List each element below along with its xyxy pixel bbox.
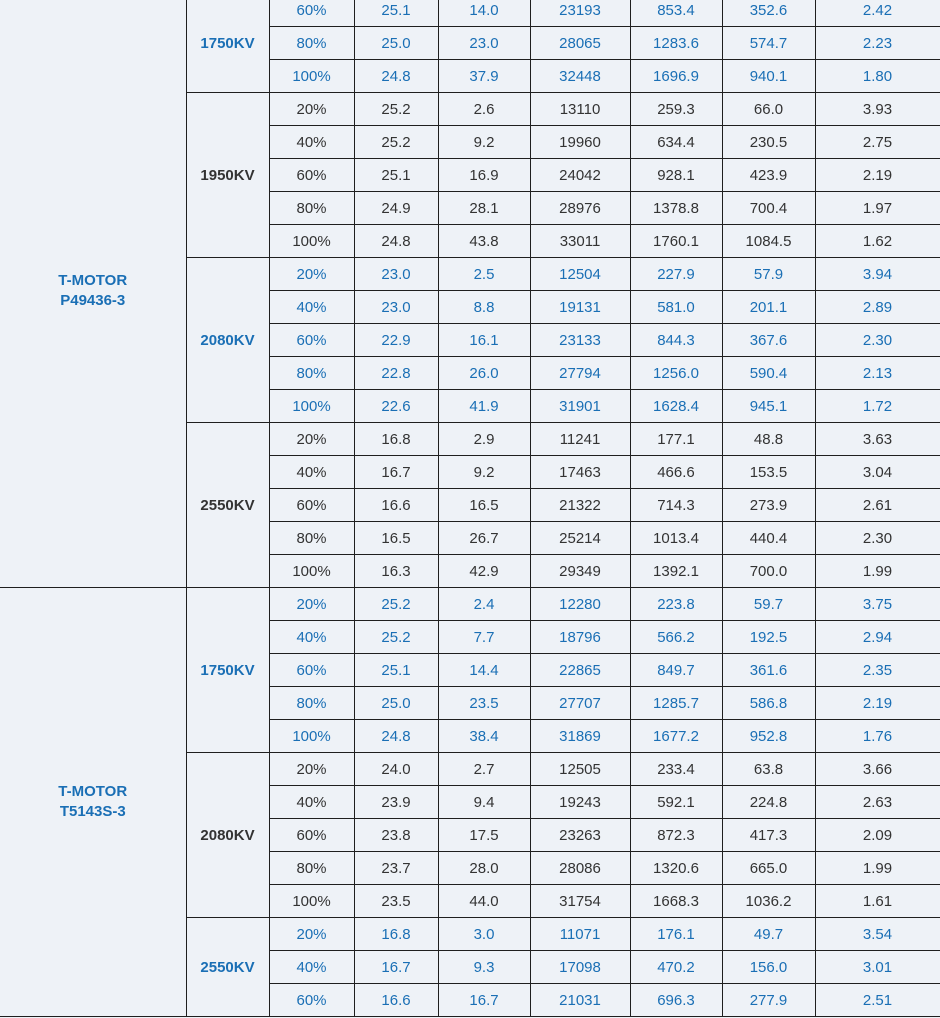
efficiency-cell: 1.62 <box>815 225 940 258</box>
current-cell: 28.0 <box>438 852 530 885</box>
thrust-cell: 581.0 <box>630 291 722 324</box>
motor-brand: T-MOTOR <box>58 783 128 800</box>
efficiency-cell: 3.66 <box>815 753 940 786</box>
kv-cell: 2550KV <box>186 918 269 1017</box>
throttle-cell: 80% <box>269 687 354 720</box>
voltage-cell: 24.8 <box>354 225 438 258</box>
power-cell: 586.8 <box>722 687 815 720</box>
thrust-cell: 233.4 <box>630 753 722 786</box>
current-cell: 2.9 <box>438 423 530 456</box>
throttle-cell: 60% <box>269 654 354 687</box>
rpm-cell: 31869 <box>530 720 630 753</box>
current-cell: 26.7 <box>438 522 530 555</box>
throttle-cell: 20% <box>269 423 354 456</box>
throttle-cell: 80% <box>269 192 354 225</box>
voltage-cell: 24.8 <box>354 720 438 753</box>
efficiency-cell: 3.04 <box>815 456 940 489</box>
throttle-cell: 60% <box>269 819 354 852</box>
current-cell: 7.7 <box>438 621 530 654</box>
power-cell: 665.0 <box>722 852 815 885</box>
power-cell: 59.7 <box>722 588 815 621</box>
power-cell: 700.4 <box>722 192 815 225</box>
throttle-cell: 100% <box>269 225 354 258</box>
kv-cell: 2080KV <box>186 753 269 918</box>
efficiency-cell: 2.30 <box>815 522 940 555</box>
current-cell: 14.0 <box>438 0 530 27</box>
voltage-cell: 24.0 <box>354 753 438 786</box>
motor-model: P49436-3 <box>60 291 126 309</box>
current-cell: 17.5 <box>438 819 530 852</box>
efficiency-cell: 2.89 <box>815 291 940 324</box>
rpm-cell: 31901 <box>530 390 630 423</box>
throttle-cell: 40% <box>269 126 354 159</box>
thrust-cell: 592.1 <box>630 786 722 819</box>
thrust-cell: 259.3 <box>630 93 722 126</box>
current-cell: 9.4 <box>438 786 530 819</box>
thrust-cell: 696.3 <box>630 984 722 1017</box>
kv-cell: 1950KV <box>186 93 269 258</box>
throttle-cell: 80% <box>269 852 354 885</box>
power-cell: 230.5 <box>722 126 815 159</box>
current-cell: 16.9 <box>438 159 530 192</box>
thrust-cell: 223.8 <box>630 588 722 621</box>
voltage-cell: 24.8 <box>354 60 438 93</box>
efficiency-cell: 3.01 <box>815 951 940 984</box>
power-cell: 940.1 <box>722 60 815 93</box>
voltage-cell: 25.1 <box>354 654 438 687</box>
throttle-cell: 60% <box>269 159 354 192</box>
current-cell: 26.0 <box>438 357 530 390</box>
voltage-cell: 25.0 <box>354 687 438 720</box>
efficiency-cell: 3.75 <box>815 588 940 621</box>
voltage-cell: 25.2 <box>354 93 438 126</box>
current-cell: 8.8 <box>438 291 530 324</box>
voltage-cell: 25.1 <box>354 0 438 27</box>
efficiency-cell: 2.30 <box>815 324 940 357</box>
thrust-cell: 1320.6 <box>630 852 722 885</box>
voltage-cell: 16.6 <box>354 984 438 1017</box>
rpm-cell: 23193 <box>530 0 630 27</box>
current-cell: 3.0 <box>438 918 530 951</box>
efficiency-cell: 2.19 <box>815 159 940 192</box>
efficiency-cell: 2.75 <box>815 126 940 159</box>
voltage-cell: 16.7 <box>354 951 438 984</box>
thrust-cell: 844.3 <box>630 324 722 357</box>
throttle-cell: 60% <box>269 984 354 1017</box>
throttle-cell: 20% <box>269 753 354 786</box>
thrust-cell: 872.3 <box>630 819 722 852</box>
power-cell: 417.3 <box>722 819 815 852</box>
thrust-cell: 1285.7 <box>630 687 722 720</box>
rpm-cell: 12505 <box>530 753 630 786</box>
efficiency-cell: 1.99 <box>815 852 940 885</box>
efficiency-cell: 1.99 <box>815 555 940 588</box>
current-cell: 16.7 <box>438 984 530 1017</box>
thrust-cell: 1760.1 <box>630 225 722 258</box>
power-cell: 48.8 <box>722 423 815 456</box>
voltage-cell: 23.0 <box>354 258 438 291</box>
thrust-cell: 1378.8 <box>630 192 722 225</box>
current-cell: 23.0 <box>438 27 530 60</box>
power-cell: 201.1 <box>722 291 815 324</box>
throttle-cell: 40% <box>269 951 354 984</box>
throttle-cell: 80% <box>269 522 354 555</box>
current-cell: 16.1 <box>438 324 530 357</box>
rpm-cell: 12280 <box>530 588 630 621</box>
rpm-cell: 19131 <box>530 291 630 324</box>
throttle-cell: 60% <box>269 324 354 357</box>
rpm-cell: 33011 <box>530 225 630 258</box>
efficiency-cell: 2.19 <box>815 687 940 720</box>
motor-brand: T-MOTOR <box>58 271 128 289</box>
power-cell: 352.6 <box>722 0 815 27</box>
voltage-cell: 22.6 <box>354 390 438 423</box>
power-cell: 156.0 <box>722 951 815 984</box>
rpm-cell: 25214 <box>530 522 630 555</box>
throttle-cell: 80% <box>269 27 354 60</box>
throttle-cell: 20% <box>269 918 354 951</box>
kv-cell: 2550KV <box>186 423 269 588</box>
power-cell: 574.7 <box>722 27 815 60</box>
power-cell: 423.9 <box>722 159 815 192</box>
current-cell: 9.3 <box>438 951 530 984</box>
efficiency-cell: 2.61 <box>815 489 940 522</box>
voltage-cell: 16.5 <box>354 522 438 555</box>
throttle-cell: 20% <box>269 258 354 291</box>
efficiency-cell: 3.94 <box>815 258 940 291</box>
rpm-cell: 32448 <box>530 60 630 93</box>
rpm-cell: 23263 <box>530 819 630 852</box>
power-cell: 1036.2 <box>722 885 815 918</box>
rpm-cell: 24042 <box>530 159 630 192</box>
power-cell: 192.5 <box>722 621 815 654</box>
throttle-cell: 20% <box>269 588 354 621</box>
thrust-cell: 714.3 <box>630 489 722 522</box>
rpm-cell: 21322 <box>530 489 630 522</box>
voltage-cell: 25.0 <box>354 27 438 60</box>
rpm-cell: 17098 <box>530 951 630 984</box>
thrust-cell: 1668.3 <box>630 885 722 918</box>
rpm-cell: 28065 <box>530 27 630 60</box>
current-cell: 43.8 <box>438 225 530 258</box>
efficiency-cell: 2.35 <box>815 654 940 687</box>
throttle-cell: 60% <box>269 0 354 27</box>
efficiency-cell: 2.09 <box>815 819 940 852</box>
thrust-cell: 1283.6 <box>630 27 722 60</box>
rpm-cell: 31754 <box>530 885 630 918</box>
power-cell: 49.7 <box>722 918 815 951</box>
kv-cell: 1750KV <box>186 0 269 93</box>
power-cell: 361.6 <box>722 654 815 687</box>
thrust-cell: 849.7 <box>630 654 722 687</box>
current-cell: 2.7 <box>438 753 530 786</box>
current-cell: 41.9 <box>438 390 530 423</box>
throttle-cell: 40% <box>269 786 354 819</box>
voltage-cell: 16.3 <box>354 555 438 588</box>
voltage-cell: 16.8 <box>354 423 438 456</box>
efficiency-cell: 1.80 <box>815 60 940 93</box>
rpm-cell: 22865 <box>530 654 630 687</box>
thrust-cell: 177.1 <box>630 423 722 456</box>
thrust-cell: 1696.9 <box>630 60 722 93</box>
power-cell: 153.5 <box>722 456 815 489</box>
thrust-cell: 466.6 <box>630 456 722 489</box>
thrust-cell: 928.1 <box>630 159 722 192</box>
power-cell: 277.9 <box>722 984 815 1017</box>
power-cell: 63.8 <box>722 753 815 786</box>
efficiency-cell: 2.23 <box>815 27 940 60</box>
rpm-cell: 27707 <box>530 687 630 720</box>
voltage-cell: 24.9 <box>354 192 438 225</box>
motor-name-cell <box>0 588 186 1017</box>
table-row <box>0 0 940 27</box>
throttle-cell: 100% <box>269 885 354 918</box>
voltage-cell: 22.8 <box>354 357 438 390</box>
rpm-cell: 28976 <box>530 192 630 225</box>
power-cell: 367.6 <box>722 324 815 357</box>
efficiency-cell: 2.63 <box>815 786 940 819</box>
voltage-cell: 22.9 <box>354 324 438 357</box>
kv-cell: 1750KV <box>186 588 269 753</box>
throttle-cell: 20% <box>269 93 354 126</box>
current-cell: 38.4 <box>438 720 530 753</box>
efficiency-cell: 3.54 <box>815 918 940 951</box>
rpm-cell: 12504 <box>530 258 630 291</box>
efficiency-cell: 2.51 <box>815 984 940 1017</box>
current-cell: 16.5 <box>438 489 530 522</box>
current-cell: 2.4 <box>438 588 530 621</box>
table-row <box>0 588 940 621</box>
efficiency-cell: 1.97 <box>815 192 940 225</box>
voltage-cell: 23.9 <box>354 786 438 819</box>
efficiency-cell: 1.76 <box>815 720 940 753</box>
rpm-cell: 21031 <box>530 984 630 1017</box>
throttle-cell: 100% <box>269 60 354 93</box>
voltage-cell: 16.8 <box>354 918 438 951</box>
efficiency-cell: 2.94 <box>815 621 940 654</box>
voltage-cell: 25.1 <box>354 159 438 192</box>
throttle-cell: 40% <box>269 621 354 654</box>
throttle-cell: 100% <box>269 555 354 588</box>
current-cell: 42.9 <box>438 555 530 588</box>
efficiency-cell: 1.61 <box>815 885 940 918</box>
power-cell: 57.9 <box>722 258 815 291</box>
rpm-cell: 17463 <box>530 456 630 489</box>
motor-model: T5143S-3 <box>59 803 126 820</box>
thrust-cell: 566.2 <box>630 621 722 654</box>
current-cell: 14.4 <box>438 654 530 687</box>
voltage-cell: 23.0 <box>354 291 438 324</box>
throttle-cell: 100% <box>269 390 354 423</box>
power-cell: 700.0 <box>722 555 815 588</box>
power-cell: 273.9 <box>722 489 815 522</box>
rpm-cell: 13110 <box>530 93 630 126</box>
rpm-cell: 29349 <box>530 555 630 588</box>
rpm-cell: 11071 <box>530 918 630 951</box>
thrust-cell: 1392.1 <box>630 555 722 588</box>
power-cell: 952.8 <box>722 720 815 753</box>
thrust-cell: 853.4 <box>630 0 722 27</box>
throttle-cell: 80% <box>269 357 354 390</box>
throttle-cell: 60% <box>269 489 354 522</box>
thrust-cell: 1677.2 <box>630 720 722 753</box>
thrust-cell: 1628.4 <box>630 390 722 423</box>
efficiency-cell: 2.42 <box>815 0 940 27</box>
voltage-cell: 23.8 <box>354 819 438 852</box>
rpm-cell: 11241 <box>530 423 630 456</box>
current-cell: 44.0 <box>438 885 530 918</box>
efficiency-cell: 3.93 <box>815 93 940 126</box>
thrust-cell: 634.4 <box>630 126 722 159</box>
efficiency-cell: 3.63 <box>815 423 940 456</box>
motor-name-cell <box>0 0 186 588</box>
current-cell: 9.2 <box>438 126 530 159</box>
power-cell: 224.8 <box>722 786 815 819</box>
rpm-cell: 19960 <box>530 126 630 159</box>
current-cell: 9.2 <box>438 456 530 489</box>
thrust-cell: 1013.4 <box>630 522 722 555</box>
power-cell: 1084.5 <box>722 225 815 258</box>
current-cell: 2.6 <box>438 93 530 126</box>
thrust-cell: 176.1 <box>630 918 722 951</box>
current-cell: 37.9 <box>438 60 530 93</box>
throttle-cell: 40% <box>269 291 354 324</box>
current-cell: 23.5 <box>438 687 530 720</box>
thrust-cell: 470.2 <box>630 951 722 984</box>
power-cell: 66.0 <box>722 93 815 126</box>
thrust-cell: 227.9 <box>630 258 722 291</box>
rpm-cell: 28086 <box>530 852 630 885</box>
thrust-cell: 1256.0 <box>630 357 722 390</box>
power-cell: 590.4 <box>722 357 815 390</box>
efficiency-cell: 1.72 <box>815 390 940 423</box>
efficiency-cell: 2.13 <box>815 357 940 390</box>
voltage-cell: 16.6 <box>354 489 438 522</box>
current-cell: 28.1 <box>438 192 530 225</box>
voltage-cell: 25.2 <box>354 126 438 159</box>
voltage-cell: 16.7 <box>354 456 438 489</box>
voltage-cell: 25.2 <box>354 588 438 621</box>
voltage-cell: 23.5 <box>354 885 438 918</box>
throttle-cell: 100% <box>269 720 354 753</box>
current-cell: 2.5 <box>438 258 530 291</box>
rpm-cell: 23133 <box>530 324 630 357</box>
rpm-cell: 18796 <box>530 621 630 654</box>
rpm-cell: 27794 <box>530 357 630 390</box>
voltage-cell: 25.2 <box>354 621 438 654</box>
power-cell: 945.1 <box>722 390 815 423</box>
throttle-cell: 40% <box>269 456 354 489</box>
power-cell: 440.4 <box>722 522 815 555</box>
kv-cell: 2080KV <box>186 258 269 423</box>
rpm-cell: 19243 <box>530 786 630 819</box>
voltage-cell: 23.7 <box>354 852 438 885</box>
